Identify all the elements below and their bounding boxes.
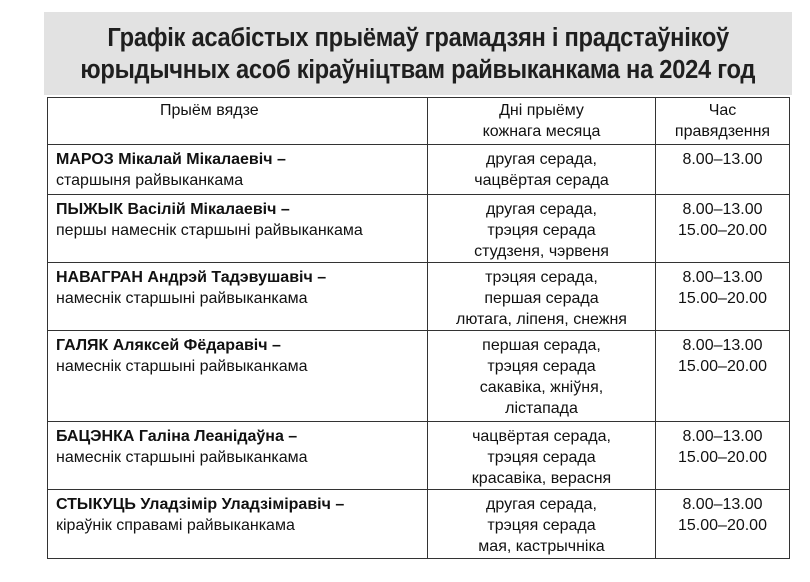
table-row xyxy=(48,195,790,263)
days-line: другая серада, xyxy=(486,151,597,168)
days-cell xyxy=(428,145,656,195)
days-cell xyxy=(428,331,656,422)
official-name: НАВАГРАН Андрэй Тадэвушавіч – xyxy=(56,269,327,286)
table-row xyxy=(48,490,790,559)
reception-schedule-table xyxy=(47,97,790,559)
table-header-row xyxy=(48,98,790,145)
days-line: другая серада, xyxy=(486,496,597,513)
official-name: ПЫЖЫК Васілій Мікалаевіч – xyxy=(56,201,290,218)
days-cell xyxy=(428,195,656,263)
header-time-line-2: правядзення xyxy=(674,123,771,140)
title-line-1: Графік асабістых прыёмаў грамадзян і прадстаўнікоў xyxy=(107,23,729,52)
header-days-line-1: Дні прыёму xyxy=(499,102,584,119)
official-position: першы намеснік старшыні райвыканкама xyxy=(56,222,363,239)
official-cell xyxy=(48,422,428,490)
official-cell xyxy=(48,145,428,195)
time-line: 15.00–20.00 xyxy=(678,358,767,375)
time-line: 15.00–20.00 xyxy=(678,517,767,534)
days-cell xyxy=(428,263,656,331)
official-cell xyxy=(48,490,428,559)
days-line: чацвёртая серада xyxy=(474,172,609,189)
time-line: 8.00–13.00 xyxy=(682,269,763,286)
title-line-2: юрыдычных асоб кіраўніцтвам райвыканкама на 2024 год xyxy=(80,55,756,84)
official-cell xyxy=(48,195,428,263)
days-line: першая серада xyxy=(484,290,599,307)
official-cell xyxy=(48,263,428,331)
header-time xyxy=(656,98,790,145)
official-position: кіраўнік справамі райвыканкама xyxy=(56,517,295,534)
table-row xyxy=(48,263,790,331)
time-cell xyxy=(656,195,790,263)
table-row xyxy=(48,145,790,195)
table-row xyxy=(48,331,790,422)
days-cell xyxy=(428,422,656,490)
days-line: чацвёртая серада, xyxy=(472,428,611,445)
days-line: лютага, ліпеня, снежня xyxy=(456,311,627,328)
time-cell xyxy=(656,145,790,195)
header-days-line-2: кожнага месяца xyxy=(482,123,601,140)
official-position: старшыня райвыканкама xyxy=(56,172,244,189)
official-name: ГАЛЯК Аляксей Фёдаравіч – xyxy=(56,337,281,354)
time-line: 8.00–13.00 xyxy=(682,151,763,168)
time-line: 8.00–13.00 xyxy=(682,201,763,218)
days-line: трэцяя серада xyxy=(487,358,596,375)
time-line: 8.00–13.00 xyxy=(682,337,763,354)
days-line: лістапада xyxy=(505,400,578,417)
days-line: першая серада, xyxy=(482,337,601,354)
days-cell xyxy=(428,490,656,559)
days-line: трэцяя серада xyxy=(487,517,596,534)
header-official: Прыём вядзе xyxy=(48,98,428,145)
official-name: СТЫКУЦЬ Уладзімір Уладзіміравіч – xyxy=(56,496,345,513)
days-line: трэцяя серада xyxy=(487,449,596,466)
official-name: БАЦЭНКА Галіна Леанідаўна – xyxy=(56,428,298,445)
time-cell xyxy=(656,263,790,331)
official-name: МАРОЗ Мікалай Мікалаевіч – xyxy=(56,151,286,168)
days-line: трэцяя серада, xyxy=(485,269,598,286)
days-line: другая серада, xyxy=(486,201,597,218)
title-banner xyxy=(44,12,792,95)
days-line: сакавіка, жніўня, xyxy=(479,379,604,396)
time-line: 15.00–20.00 xyxy=(678,222,767,239)
time-cell xyxy=(656,490,790,559)
time-line: 8.00–13.00 xyxy=(682,428,763,445)
days-line: студзеня, чэрвеня xyxy=(474,243,609,260)
header-days xyxy=(428,98,656,145)
days-line: мая, кастрычніка xyxy=(478,538,605,555)
time-cell xyxy=(656,422,790,490)
header-time-line-1: Час xyxy=(708,102,737,119)
official-position: намеснік старшыні райвыканкама xyxy=(56,449,308,466)
time-line: 15.00–20.00 xyxy=(678,290,767,307)
time-line: 8.00–13.00 xyxy=(682,496,763,513)
official-position: намеснік старшыні райвыканкама xyxy=(56,358,308,375)
time-line: 15.00–20.00 xyxy=(678,449,767,466)
official-cell xyxy=(48,331,428,422)
days-line: красавіка, верасня xyxy=(471,470,612,487)
time-cell xyxy=(656,331,790,422)
official-position: намеснік старшыні райвыканкама xyxy=(56,290,308,307)
days-line: трэцяя серада xyxy=(487,222,596,239)
table-row xyxy=(48,422,790,490)
